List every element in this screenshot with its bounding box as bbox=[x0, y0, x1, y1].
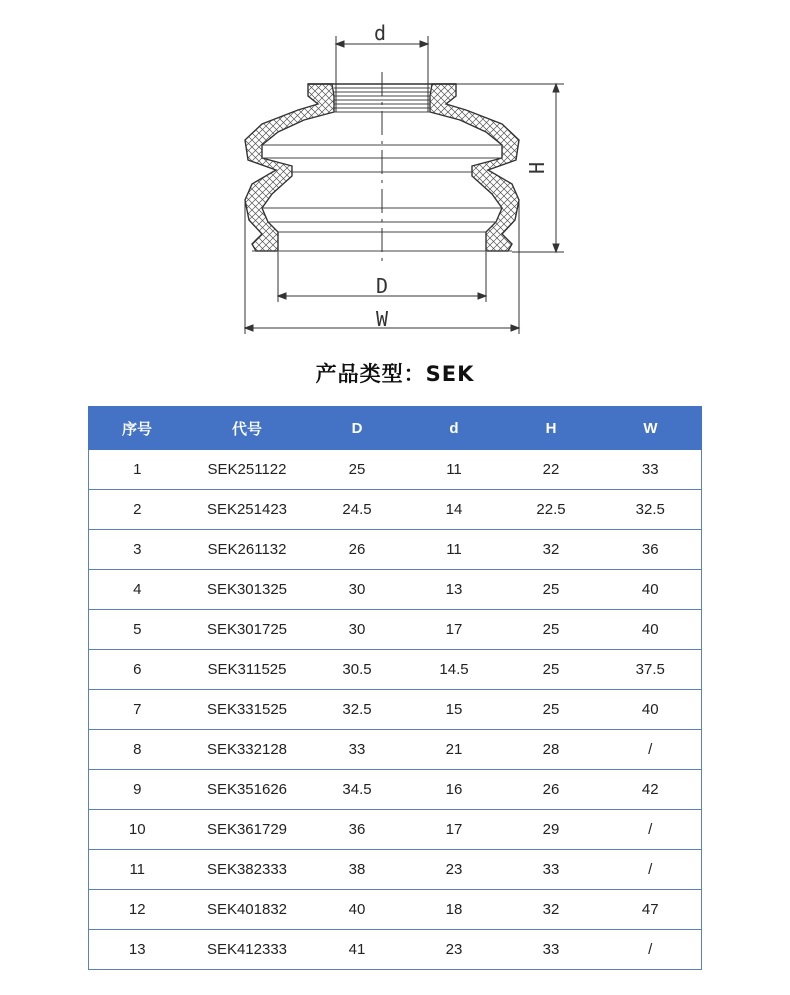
cell-d: 15 bbox=[406, 690, 503, 730]
cell-H: 33 bbox=[503, 850, 600, 890]
cell-H: 32 bbox=[503, 890, 600, 930]
table-header-row bbox=[89, 407, 702, 450]
cell-W: 42 bbox=[600, 770, 702, 810]
table-row bbox=[89, 490, 702, 530]
cell-H: 25 bbox=[503, 650, 600, 690]
table-row bbox=[89, 730, 702, 770]
cell-d: 23 bbox=[406, 930, 503, 970]
cell-index: 13 bbox=[89, 930, 186, 970]
cell-code: SEK361729 bbox=[186, 810, 309, 850]
table-row bbox=[89, 610, 702, 650]
cell-code: SEK301725 bbox=[186, 610, 309, 650]
cell-W: 33 bbox=[600, 450, 702, 490]
cell-D: 38 bbox=[309, 850, 406, 890]
cell-W: / bbox=[600, 810, 702, 850]
label-d: d bbox=[373, 21, 387, 45]
table-row bbox=[89, 810, 702, 850]
col-header-code: 代号 bbox=[186, 407, 309, 450]
cell-W: / bbox=[600, 850, 702, 890]
cell-code: SEK412333 bbox=[186, 930, 309, 970]
cell-D: 25 bbox=[309, 450, 406, 490]
cell-d: 16 bbox=[406, 770, 503, 810]
cell-D: 30 bbox=[309, 570, 406, 610]
table-row bbox=[89, 650, 702, 690]
cell-H: 22.5 bbox=[503, 490, 600, 530]
col-header-H: H bbox=[503, 407, 600, 450]
cell-D: 32.5 bbox=[309, 690, 406, 730]
cell-code: SEK382333 bbox=[186, 850, 309, 890]
cell-W: 47 bbox=[600, 890, 702, 930]
cell-index: 4 bbox=[89, 570, 186, 610]
cell-d: 17 bbox=[406, 610, 503, 650]
cell-W: 37.5 bbox=[600, 650, 702, 690]
cell-code: SEK251122 bbox=[186, 450, 309, 490]
cell-index: 6 bbox=[89, 650, 186, 690]
cell-D: 33 bbox=[309, 730, 406, 770]
table-row bbox=[89, 890, 702, 930]
cell-W: 40 bbox=[600, 690, 702, 730]
right-wall-section bbox=[430, 84, 519, 251]
cell-code: SEK401832 bbox=[186, 890, 309, 930]
table-row bbox=[89, 690, 702, 730]
cell-index: 9 bbox=[89, 770, 186, 810]
table-row bbox=[89, 450, 702, 490]
cell-d: 11 bbox=[406, 530, 503, 570]
cell-H: 25 bbox=[503, 690, 600, 730]
table-row bbox=[89, 930, 702, 970]
col-header-W: W bbox=[600, 407, 702, 450]
cell-H: 28 bbox=[503, 730, 600, 770]
table-row bbox=[89, 770, 702, 810]
cell-W: 32.5 bbox=[600, 490, 702, 530]
cell-H: 29 bbox=[503, 810, 600, 850]
label-D: D bbox=[375, 274, 389, 298]
cell-d: 17 bbox=[406, 810, 503, 850]
cell-d: 13 bbox=[406, 570, 503, 610]
cell-W: 40 bbox=[600, 610, 702, 650]
cell-D: 40 bbox=[309, 890, 406, 930]
table-row bbox=[89, 570, 702, 610]
cell-code: SEK261132 bbox=[186, 530, 309, 570]
cell-d: 18 bbox=[406, 890, 503, 930]
cell-d: 14 bbox=[406, 490, 503, 530]
cell-index: 8 bbox=[89, 730, 186, 770]
cell-W: 40 bbox=[600, 570, 702, 610]
cell-W: / bbox=[600, 730, 702, 770]
cell-index: 7 bbox=[89, 690, 186, 730]
cell-H: 25 bbox=[503, 570, 600, 610]
cell-index: 1 bbox=[89, 450, 186, 490]
left-wall-section bbox=[245, 84, 334, 251]
product-type-title: 产品类型：SEK bbox=[315, 362, 475, 386]
col-header-D: D bbox=[309, 407, 406, 450]
cell-index: 11 bbox=[89, 850, 186, 890]
cell-code: SEK311525 bbox=[186, 650, 309, 690]
cell-d: 11 bbox=[406, 450, 503, 490]
cell-D: 30 bbox=[309, 610, 406, 650]
col-header-index: 序号 bbox=[89, 407, 186, 450]
cell-H: 32 bbox=[503, 530, 600, 570]
cell-index: 3 bbox=[89, 530, 186, 570]
cell-code: SEK331525 bbox=[186, 690, 309, 730]
cell-H: 33 bbox=[503, 930, 600, 970]
cell-code: SEK301325 bbox=[186, 570, 309, 610]
label-w: W bbox=[375, 307, 389, 331]
cell-D: 24.5 bbox=[309, 490, 406, 530]
cell-D: 34.5 bbox=[309, 770, 406, 810]
cell-index: 12 bbox=[89, 890, 186, 930]
cell-D: 36 bbox=[309, 810, 406, 850]
bellows-technical-drawing bbox=[0, 0, 790, 345]
cell-code: SEK251423 bbox=[186, 490, 309, 530]
cell-code: SEK351626 bbox=[186, 770, 309, 810]
cell-index: 5 bbox=[89, 610, 186, 650]
cell-index: 10 bbox=[89, 810, 186, 850]
table-row bbox=[89, 530, 702, 570]
cell-W: / bbox=[600, 930, 702, 970]
cell-D: 26 bbox=[309, 530, 406, 570]
cell-D: 30.5 bbox=[309, 650, 406, 690]
label-h: H bbox=[525, 161, 549, 175]
cell-H: 26 bbox=[503, 770, 600, 810]
cell-W: 36 bbox=[600, 530, 702, 570]
table-row bbox=[89, 850, 702, 890]
cell-d: 21 bbox=[406, 730, 503, 770]
cell-d: 14.5 bbox=[406, 650, 503, 690]
spec-table bbox=[88, 406, 702, 970]
cell-index: 2 bbox=[89, 490, 186, 530]
cell-H: 25 bbox=[503, 610, 600, 650]
cell-D: 41 bbox=[309, 930, 406, 970]
col-header-d: d bbox=[406, 407, 503, 450]
cell-code: SEK332128 bbox=[186, 730, 309, 770]
cell-d: 23 bbox=[406, 850, 503, 890]
cell-H: 22 bbox=[503, 450, 600, 490]
